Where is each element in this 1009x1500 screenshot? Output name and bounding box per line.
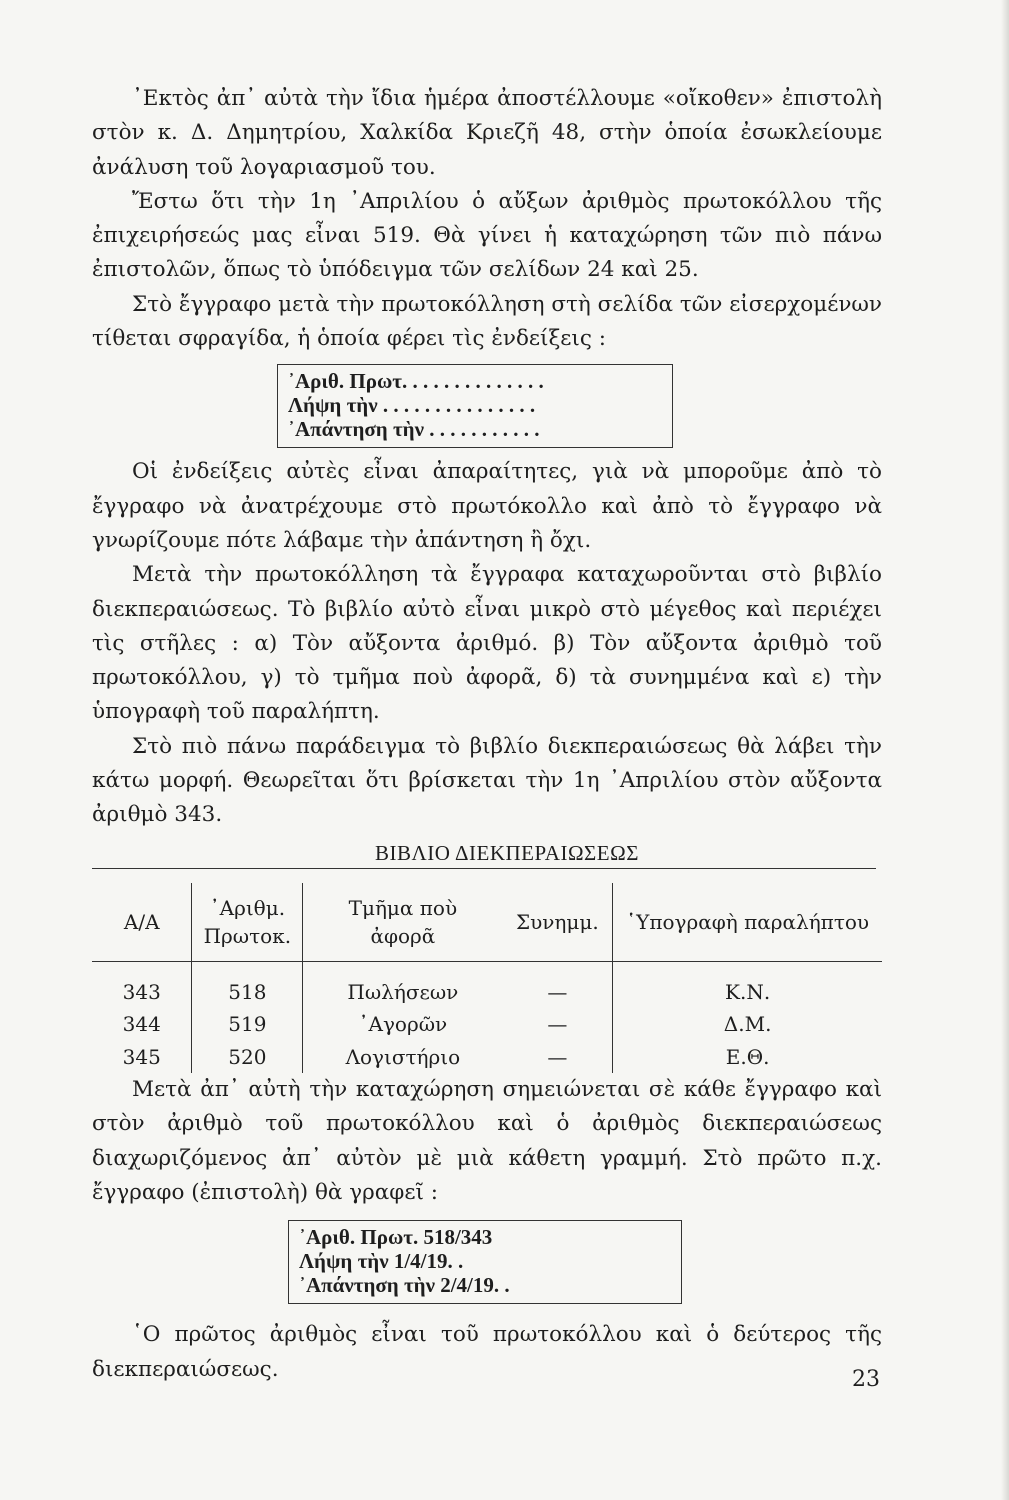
- cell-protocol: 518: [192, 961, 303, 1008]
- cell-attachments: —: [503, 1041, 613, 1074]
- cell-signature: Ε.Θ.: [725, 1044, 770, 1069]
- table-header-row: [92, 883, 882, 962]
- header-department-line2: ἀφορᾶ: [370, 923, 436, 948]
- paragraph-after-table: Μετὰ ἀπ᾿ αὐτὴ τὴν καταχώρηση σημειώνεται σὲ κάθε ἔγγραφο καὶ στὸν ἀριθμὸ τοῦ πρωτοκόλλου καὶ ὁ ἀριθμὸς διεκπεραιώσεως διαχωριζόμενος ἀπ᾿ αὐτὸν μὲ μιὰ κάθετη γραμμή. Στὸ πρῶτο π.χ. ἔγγραφο (ἐπιστολὴ) θὰ γραφεῖ :: [92, 1077, 882, 1206]
- paragraph-protocol-number: Ἔστω ὅτι τὴν 1η ᾿Απριλίου ὁ αὔξων ἀριθμὸς πρωτοκόλλου τῆς ἐπιχειρήσεώς μας εἶναι 519. Θὰ γίνει ἡ καταχώρηση τῶν πιὸ πάνω ἐπιστολῶν, ὅπως τὸ ὑπόδειγμα τῶν σελίδων 24 καὶ 25.: [92, 188, 882, 283]
- header-attachments: Συνημμ.: [503, 883, 613, 962]
- cell-serial: 344: [92, 1008, 192, 1041]
- stamp-protocol-line: ᾿Αριθ. Πρωτ. . . . . . . . . . . . . .: [288, 369, 544, 394]
- paragraph-indications: Οἱ ἐνδείξεις αὐτὲς εἶναι ἀπαραίτητες, γιὰ νὰ μποροῦμε ἀπὸ τὸ ἔγγραφο νὰ ἀνατρέχουμε στὸ πρωτόκολλο καὶ ἀπὸ τὸ ἔγγραφο νὰ γνωρίζουμε πότε λάβαμε τὴν ἀπάντηση ἢ ὄχι.: [92, 459, 882, 553]
- blank-stamp-box: [277, 364, 673, 448]
- header-department-line1: Τμῆμα ποὺ: [348, 895, 458, 920]
- paragraph-final: ῾Ο πρῶτος ἀριθμὸς εἶναι τοῦ πρωτοκόλλου καὶ ὁ δεύτερος τῆς διεκπεραιώσεως.: [92, 1322, 882, 1382]
- stamp-reply-line: ᾿Απάντηση τὴν 2/4/19. .: [299, 1273, 510, 1298]
- paragraph-dispatch-book: Μετὰ τὴν πρωτοκόλληση τὰ ἔγγραφα καταχωροῦνται στὸ βιβλίο διεκπεραιώσεως. Τὸ βιβλίο αὐτὸ εἶναι μικρὸ στὸ μέγεθος καὶ περιέχει τὶς στῆλες : α) Τὸν αὔξοντα ἀριθμό. β) Τὸν αὔξοντα ἀριθμὸ τοῦ πρωτοκόλλου, γ) τὸ τμῆμα ποὺ ἀφορᾶ, δ) τὰ συνημμένα καὶ ε) τὴν ὑπογραφὴ τοῦ παραλήπτη.: [92, 562, 882, 725]
- page-number: 23: [852, 1367, 880, 1392]
- paragraph-letter: ᾿Εκτὸς ἀπ᾿ αὐτὰ τὴν ἴδια ἡμέρα ἀποστέλλουμε «οἴκοθεν» ἐπιστολὴ στὸν κ. Δ. Δημητρίου, Χαλκίδα Κριεζῆ 48, στὴν ὁποία ἐσωκλείουμε ἀνάλυση τοῦ λογαριασμοῦ του.: [92, 86, 882, 180]
- table-row: [92, 1008, 882, 1041]
- document-page: [92, 82, 882, 1387]
- paragraph-example: Στὸ πιὸ πάνω παράδειγμα τὸ βιβλίο διεκπεραιώσεως θὰ λάβει τὴν κάτω μορφή. Θεωρεῖται ὅτι βρίσκεται τὴν 1η ᾿Απριλίου στὸν αὔξοντα ἀριθμὸ 343.: [92, 733, 882, 828]
- header-protocol-line1: ᾿Αριθμ.: [209, 895, 286, 920]
- cell-signature: Κ.Ν.: [725, 979, 771, 1004]
- filled-stamp-box: [288, 1220, 682, 1304]
- header-signature: ῾Υπογραφὴ παραλήπτου: [613, 883, 882, 962]
- cell-protocol: 519: [192, 1008, 303, 1041]
- stamp-received-line: Λήψη τὴν . . . . . . . . . . . . . . .: [288, 393, 536, 418]
- stamp-received-line: Λήψη τὴν 1/4/19. .: [299, 1249, 464, 1274]
- cell-attachments: —: [503, 961, 613, 1008]
- cell-department: ᾿Αγορῶν: [358, 1012, 448, 1037]
- stamp-reply-line: ᾿Απάντηση τὴν . . . . . . . . . . .: [288, 417, 540, 442]
- header-protocol: [192, 883, 303, 962]
- header-serial: Α/Α: [92, 883, 192, 962]
- table-row: [92, 1041, 882, 1074]
- cell-serial: 345: [92, 1041, 192, 1074]
- table-row: [92, 961, 882, 1008]
- header-department: [303, 883, 503, 962]
- cell-protocol: 520: [192, 1041, 303, 1074]
- table-title: ΒΙΒΛΙΟ ΔΙΕΚΠΕΡΑΙΩΣΕΩΣ: [375, 840, 639, 865]
- stamp-protocol-line: ᾿Αριθ. Πρωτ. 518/343: [299, 1225, 493, 1250]
- dispatch-register-table: [92, 883, 882, 1074]
- cell-serial: 343: [92, 961, 192, 1008]
- paragraph-stamp-intro: Στὸ ἔγγραφο μετὰ τὴν πρωτοκόλληση στὴ σελίδα τῶν εἰσερχομένων τίθεται σφραγίδα, ἡ ὁποία φέρει τὶς ἐνδείξεις :: [92, 291, 882, 352]
- page-edge-shadow: [1001, 0, 1009, 1500]
- table-title-rule: [92, 868, 876, 869]
- cell-department: Λογιστήριο: [345, 1044, 461, 1069]
- cell-signature: Δ.Μ.: [723, 1012, 772, 1037]
- cell-attachments: —: [503, 1008, 613, 1041]
- cell-department: Πωλήσεων: [347, 979, 459, 1004]
- header-protocol-line2: Πρωτοκ.: [203, 923, 292, 948]
